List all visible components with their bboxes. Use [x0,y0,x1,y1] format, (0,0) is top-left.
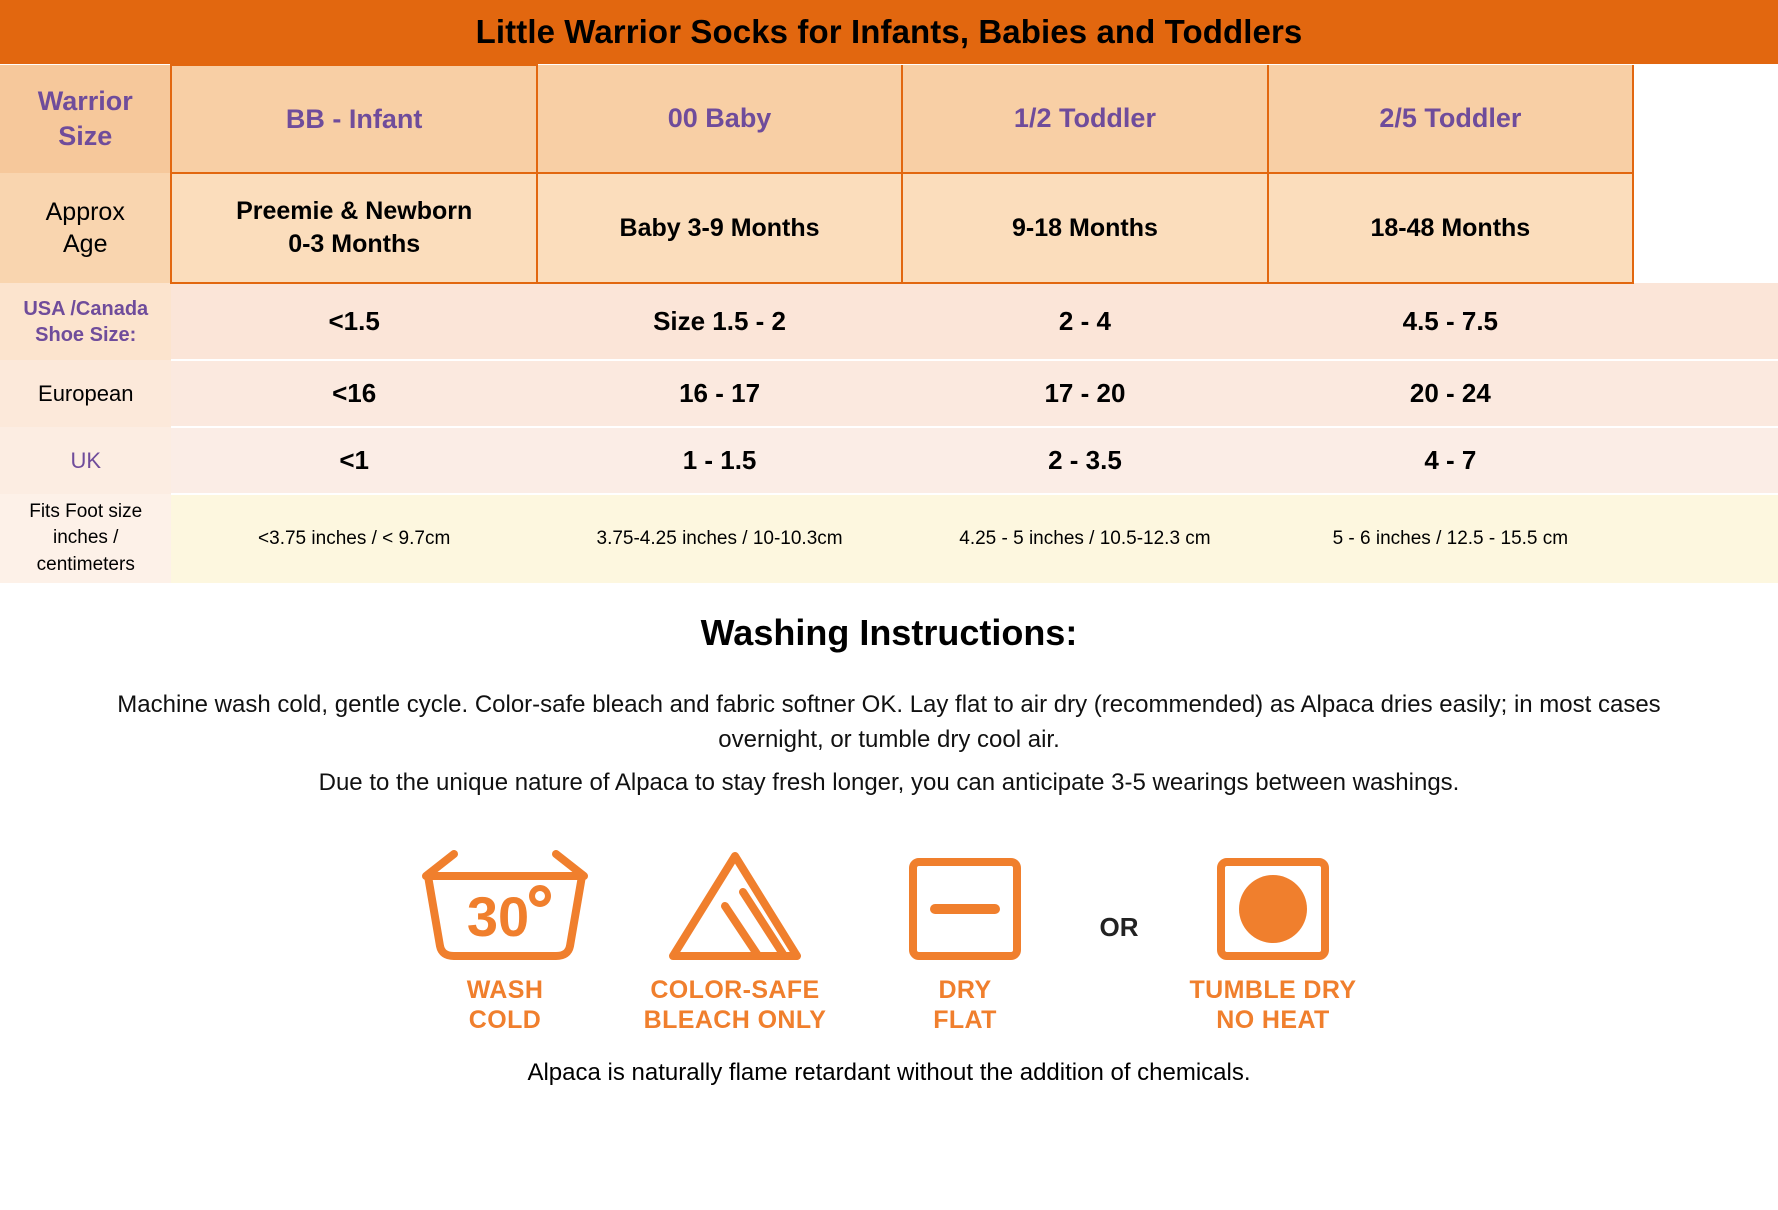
cell-foot-2-5-toddler: 5 - 6 inches / 12.5 - 15.5 cm [1268,494,1633,583]
table-bottom-divider [0,583,1778,586]
cell-spacer [1633,283,1778,360]
table-row-uk [0,427,1778,494]
cell-usa-00-baby: Size 1.5 - 2 [537,283,902,360]
row-label-uk: UK [0,427,171,494]
cell-warrior-size-00-baby: 00 Baby [537,65,902,173]
cell-spacer [1633,65,1778,173]
washing-instructions-body [72,688,1706,800]
cell-foot-00-baby: 3.75-4.25 inches / 10-10.3cm [537,494,902,583]
washing-paragraph-1: Machine wash cold, gentle cycle. Color-safe bleach and fabric softner OK. Lay flat to air dry (recommended) as Alpaca dries easily; in most cases overnight, or tumble dry cool air. [117,691,1661,753]
size-chart-table [0,64,1778,583]
row-label-warrior-size [0,65,171,173]
cell-foot-bb-infant: <3.75 inches / < 9.7cm [171,494,536,583]
cell-uk-bb-infant: <1 [171,427,536,494]
cell-warrior-size-2-5-toddler: 2/5 Toddler [1268,65,1633,173]
dry-flat-square-icon [905,850,1025,962]
row-label-line3: centimeters [36,553,135,575]
table-row-fits-foot-size [0,494,1778,583]
row-label-european: European [0,360,171,427]
caption-line1: TUMBLE DRY [1189,976,1357,1005]
cell-usa-2-5-toddler: 4.5 - 7.5 [1268,283,1633,360]
wash-tub-30-icon [420,850,590,962]
table-row-european [0,360,1778,427]
cell-spacer [1633,427,1778,494]
cell-uk-1-2-toddler: 2 - 3.5 [902,427,1267,494]
cell-age-line1: Preemie & Newborn [236,197,473,225]
row-label-line1: USA /Canada [23,297,149,320]
washing-instructions-heading: Washing Instructions: [700,612,1078,653]
color-safe-bleach-triangle-icon [665,850,805,962]
row-label-line1: Warrior [37,86,133,117]
caption-line1: COLOR-SAFE [650,976,820,1005]
cell-warrior-size-1-2-toddler: 1/2 Toddler [902,65,1267,173]
cell-age-2-5-toddler: 18-48 Months [1268,173,1633,283]
table-row-approx-age [0,173,1778,283]
care-symbol-wash-cold [390,850,620,1035]
cell-usa-bb-infant: <1.5 [171,283,536,360]
care-symbol-tumble-dry-no-heat [1158,850,1388,1035]
cell-european-1-2-toddler: 17 - 20 [902,360,1267,427]
cell-age-1-2-toddler: 9-18 Months [902,173,1267,283]
care-symbol-color-safe-bleach [620,850,850,1035]
cell-european-00-baby: 16 - 17 [537,360,902,427]
row-label-line1: Approx [45,197,125,226]
row-label-approx-age [0,173,171,283]
cell-spacer [1633,494,1778,583]
row-label-usa-canada [0,283,171,360]
caption-line2: COLD [468,1005,542,1034]
caption-line2: FLAT [933,1005,997,1034]
cell-foot-1-2-toddler: 4.25 - 5 inches / 10.5-12.3 cm [902,494,1267,583]
row-label-line2: Shoe Size: [35,323,137,346]
tumble-dry-no-heat-icon [1213,850,1333,962]
care-symbol-caption [644,976,827,1035]
care-symbols-row [0,850,1778,1035]
cell-age-00-baby: Baby 3-9 Months [537,173,902,283]
care-symbol-caption [467,976,544,1035]
care-symbol-dry-flat [850,850,1080,1035]
table-row-warrior-size [0,65,1778,173]
cell-age-line2: 0-3 Months [288,230,421,258]
row-label-line2: inches / [52,527,119,549]
row-label-line1: Fits Foot size [29,501,143,523]
cell-spacer [1633,173,1778,283]
care-symbol-caption [1190,976,1357,1035]
cell-european-bb-infant: <16 [171,360,536,427]
caption-line2: BLEACH ONLY [643,1005,827,1034]
cell-uk-2-5-toddler: 4 - 7 [1268,427,1633,494]
caption-line1: DRY [938,976,992,1005]
row-label-fits-foot-size [0,494,171,583]
page-title-bar [0,0,1778,64]
svg-text:30: 30 [466,885,530,949]
care-symbol-caption [933,976,997,1035]
washing-paragraph-2: Due to the unique nature of Alpaca to stay fresh longer, you can anticipate 3-5 wearings between washings. [318,768,1460,796]
page-title: Little Warrior Socks for Infants, Babies and Toddlers [475,13,1303,50]
cell-warrior-size-bb-infant: BB - Infant [171,65,536,173]
cell-european-2-5-toddler: 20 - 24 [1268,360,1633,427]
cell-uk-00-baby: 1 - 1.5 [537,427,902,494]
footer-note: Alpaca is naturally flame retardant without the addition of chemicals. [527,1059,1251,1087]
row-label-line2: Age [62,230,108,258]
cell-spacer [1633,360,1778,427]
cell-usa-1-2-toddler: 2 - 4 [902,283,1267,360]
or-separator-label: OR [1099,912,1139,943]
caption-line2: NO HEAT [1216,1005,1330,1034]
row-label-line2: Size [58,121,113,151]
caption-line1: WASH [466,976,544,1005]
table-row-usa-canada-shoe-size [0,283,1778,360]
cell-age-bb-infant [171,173,536,283]
